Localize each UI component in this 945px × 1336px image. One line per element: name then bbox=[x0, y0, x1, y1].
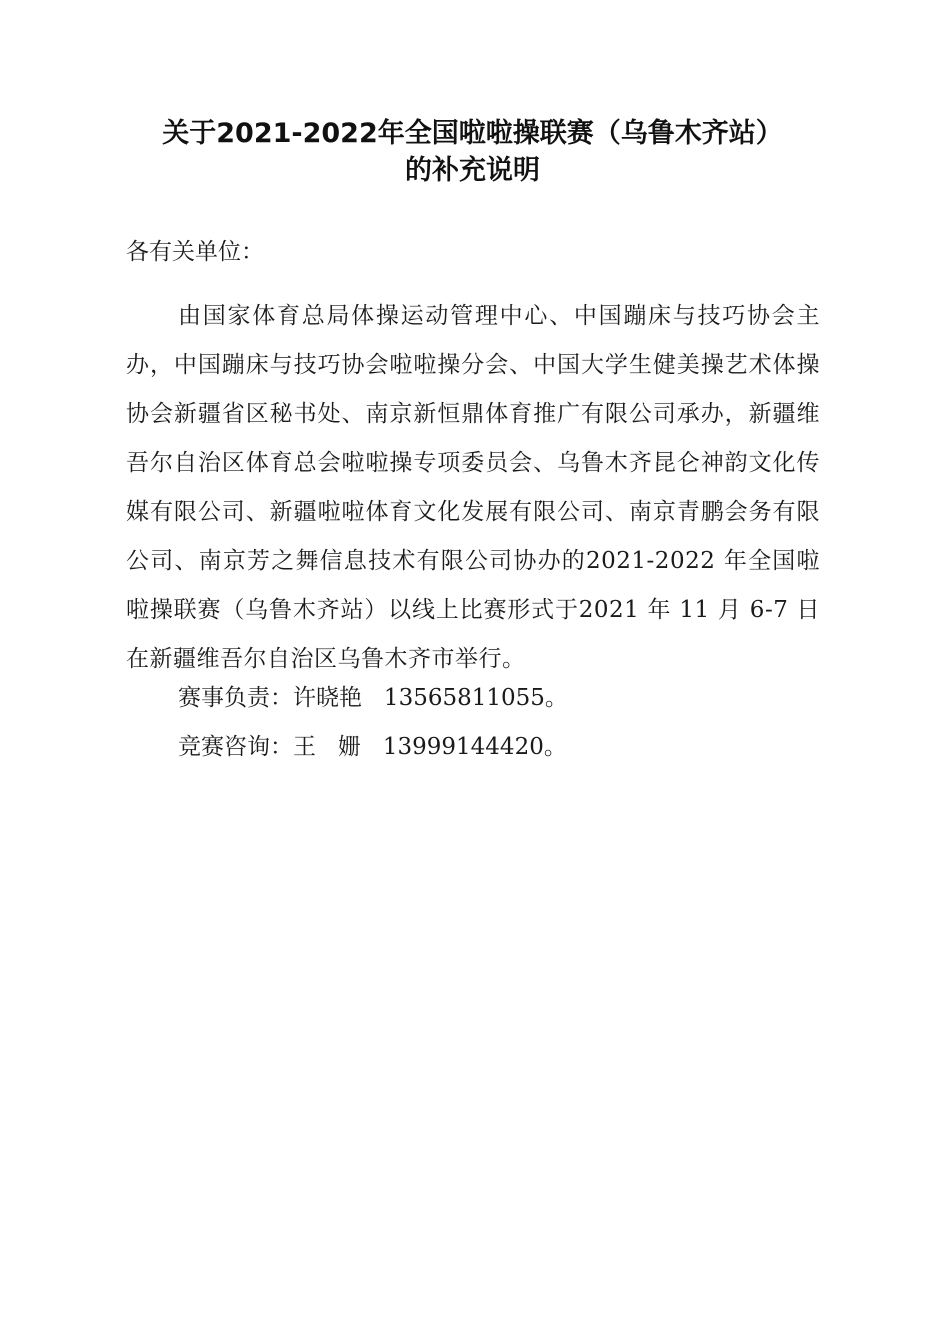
document-title-line2: 的补充说明 bbox=[405, 155, 540, 186]
contact-competition-inquiry: 竞赛咨询：王 姗 13999144420。 bbox=[178, 734, 567, 760]
salutation: 各有关单位： bbox=[126, 239, 264, 265]
document-title-line1: 关于2021-2022年全国啦啦操联赛（乌鲁木齐站） bbox=[162, 118, 783, 149]
contact-event-manager: 赛事负责：许晓艳 13565811055。 bbox=[178, 685, 568, 711]
body-paragraph: 由国家体育总局体操运动管理中心、中国蹦床与技巧协会主办，中国蹦床与技巧协会啦啦操分会、中国大学生健美操艺术体操协会新疆省区秘书处、南京新恒鼎体育推广有限公司承办，新疆维吾尔自治区体育总会啦啦操专项委员会、乌鲁木齐昆仑神韵文化传媒有限公司、新疆啦啦体育文化发展有限公司、南京青鹏会务有限公司、南京芳之舞信息技术有限公司协办的2021-2022 年全国啦啦操联赛（乌鲁木齐站）以线上比赛形式于2021 年 11 月 6-7 日在新疆维吾尔自治区乌鲁木齐市举行。 bbox=[126, 303, 820, 672]
